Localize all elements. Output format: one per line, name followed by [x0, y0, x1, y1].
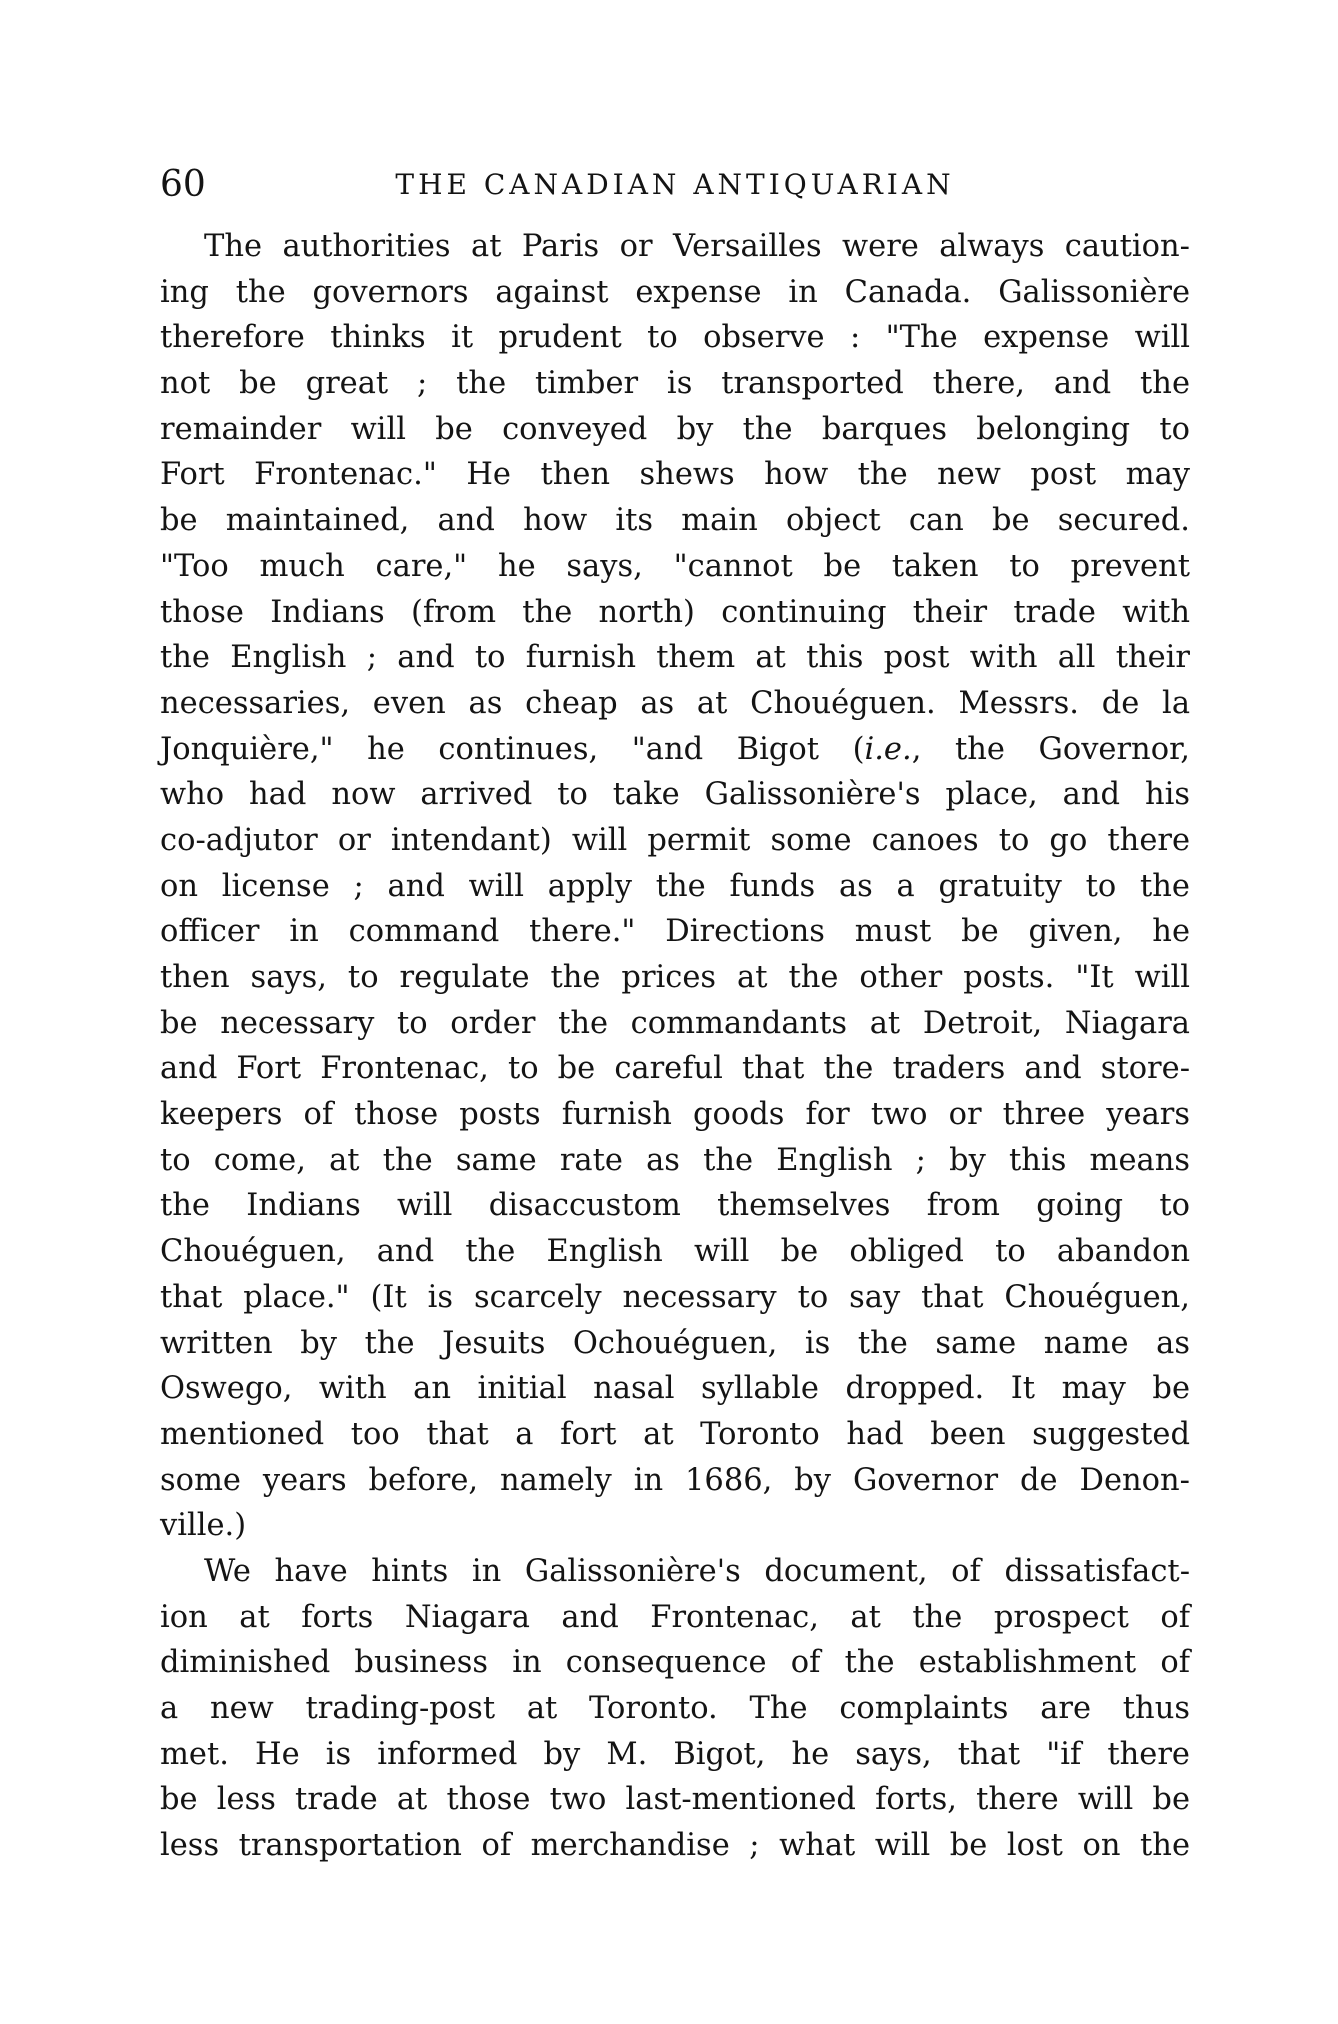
- text-line: Oswego, with an initial nasal syllable dropped. It may be: [160, 1371, 1190, 1407]
- text-line: and Fort Frontenac, to be careful that the traders and store-: [160, 1051, 1190, 1087]
- text-line: ing the governors against expense in Canada. Galissonière: [160, 274, 1190, 310]
- text-line: ion at forts Niagara and Frontenac, at the prospect of: [160, 1599, 1190, 1635]
- text-line: therefore thinks it prudent to observe : "The expense will: [160, 320, 1190, 356]
- text-line: "Too much care," he says, "cannot be taken to prevent: [160, 548, 1190, 584]
- text-line: that place." (It is scarcely necessary to say that Chouéguen,: [160, 1279, 1190, 1315]
- text-line: be less trade at those two last-mentioned forts, there will be: [160, 1782, 1190, 1818]
- text-line: Fort Frontenac." He then shews how the new post may: [160, 457, 1190, 493]
- text-line: co-adjutor or intendant) will permit some canoes to go there: [160, 822, 1190, 858]
- text-line: on license ; and will apply the funds as a gratuity to the: [160, 868, 1190, 904]
- text-line: less transportation of merchandise ; what will be lost on the: [160, 1828, 1190, 1864]
- paragraph-2: [160, 1549, 1190, 1869]
- running-title: THE CANADIAN ANTIQUARIAN: [395, 168, 955, 201]
- text-line: met. He is informed by M. Bigot, he says, that "if there: [160, 1736, 1190, 1772]
- text-line: We have hints in Galissonière's document, of dissatisfact-: [204, 1553, 1190, 1589]
- page-number: 60: [160, 164, 206, 205]
- text-line: Chouéguen, and the English will be obliged to abandon: [160, 1234, 1190, 1270]
- text-line: Jonquière," he continues, "and Bigot (i.e., the Governor,: [160, 731, 1190, 767]
- text-line: keepers of those posts furnish goods for two or three years: [160, 1097, 1190, 1133]
- text-line: remainder will be conveyed by the barques belonging to: [160, 411, 1190, 447]
- text-line: The authorities at Paris or Versailles were always caution-: [204, 229, 1190, 264]
- paragraph-1: [160, 224, 1190, 1549]
- text-line: a new trading-post at Toronto. The complaints are thus: [160, 1691, 1190, 1726]
- text-line: the Indians will disaccustom themselves from going to: [160, 1188, 1190, 1224]
- body-text: [160, 224, 1190, 1869]
- text-line: be maintained, and how its main object can be secured.: [160, 503, 1190, 539]
- italic-abbreviation: i.e.: [864, 731, 912, 767]
- text-line: then says, to regulate the prices at the other posts. "It will: [160, 960, 1190, 995]
- running-head: [160, 160, 1190, 210]
- text-line: diminished business in consequence of the establishment of: [160, 1645, 1190, 1681]
- text-line: who had now arrived to take Galissonière's place, and his: [160, 777, 1190, 813]
- text-line: necessaries, even as cheap as at Chouéguen. Messrs. de la: [160, 685, 1190, 721]
- text-line: mentioned too that a fort at Toronto had been suggested: [160, 1416, 1190, 1452]
- text-line: be necessary to order the commandants at Detroit, Niagara: [160, 1005, 1190, 1041]
- text-line: those Indians (from the north) continuing their trade with: [160, 594, 1190, 630]
- text-line: the English ; and to furnish them at this post with all their: [160, 640, 1190, 676]
- text-line: written by the Jesuits Ochouéguen, is the same name as: [160, 1325, 1190, 1361]
- text-line: ville.): [160, 1508, 247, 1544]
- text-line: not be great ; the timber is transported there, and the: [160, 366, 1190, 402]
- text-line: some years before, namely in 1686, by Governor de Denon-: [160, 1462, 1190, 1498]
- text-line: officer in command there." Directions must be given, he: [160, 914, 1190, 950]
- text-line: to come, at the same rate as the English ; by this means: [160, 1142, 1190, 1178]
